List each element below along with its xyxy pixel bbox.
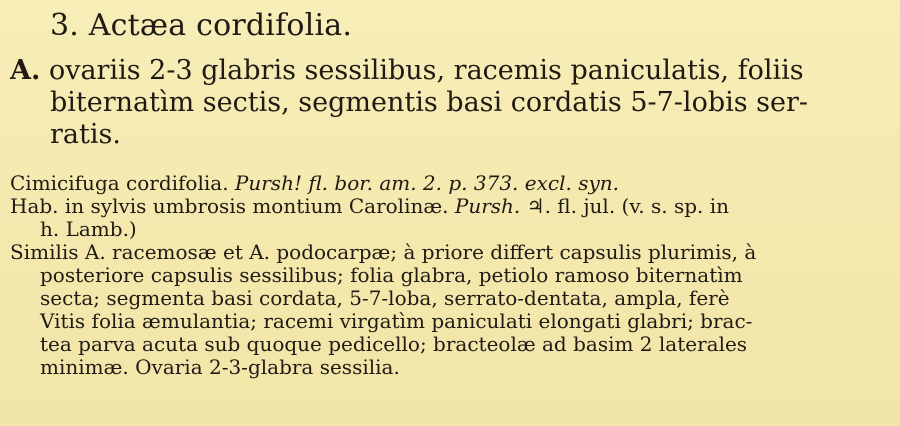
synonym-line bbox=[10, 172, 890, 195]
description-line: posteriore capsulis sessilibus; folia glabra, petiolo ramoso biternatìm bbox=[40, 263, 743, 287]
diagnosis-line-1 bbox=[10, 55, 890, 87]
habitat-rest: ♃. fl. jul. (v. s. sp. in bbox=[526, 194, 730, 218]
description-line: Vitis folia æmulantia; racemi virgatìm paniculati elongati glabri; brac- bbox=[40, 309, 753, 333]
description-line: minimæ. Ovaria 2-3-glabra sessilia. bbox=[40, 355, 400, 379]
species-diagnosis bbox=[10, 55, 890, 151]
habitat-text: Hab. in sylvis umbrosis montium Carolinæ. bbox=[10, 194, 449, 218]
description-line: tea parva acuta sub quoque pedicello; bracteolæ ad basim 2 laterales bbox=[40, 332, 748, 356]
diagnosis-line-1-text: ovariis 2-3 glabris sessilibus, racemis paniculatis, foliis bbox=[48, 55, 804, 86]
species-heading: 3. Actæa cordifolia. bbox=[50, 8, 353, 43]
diagnosis-lead: A. bbox=[10, 55, 41, 86]
synonym-citation: Pursh! fl. bor. am. 2. p. 373. excl. syn. bbox=[234, 171, 619, 195]
synonym-name: Cimicifuga cordifolia. bbox=[10, 171, 229, 195]
diagnosis-line-2: biternatìm sectis, segmentis basi cordatis 5-7-lobis ser- bbox=[50, 87, 809, 118]
species-notes bbox=[10, 172, 890, 379]
diagnosis-line-3: ratis. bbox=[50, 119, 121, 150]
habitat-author: Pursh. bbox=[454, 194, 521, 218]
habitat-line-2: h. Lamb.) bbox=[40, 217, 137, 241]
description-line: Similis A. racemosæ et A. podocarpæ; à priore differt capsulis plurimis, à bbox=[10, 240, 757, 264]
habitat-line-1 bbox=[10, 195, 890, 218]
description-line: secta; segmenta basi cordata, 5-7-loba, serrato-dentata, ampla, ferè bbox=[40, 286, 730, 310]
